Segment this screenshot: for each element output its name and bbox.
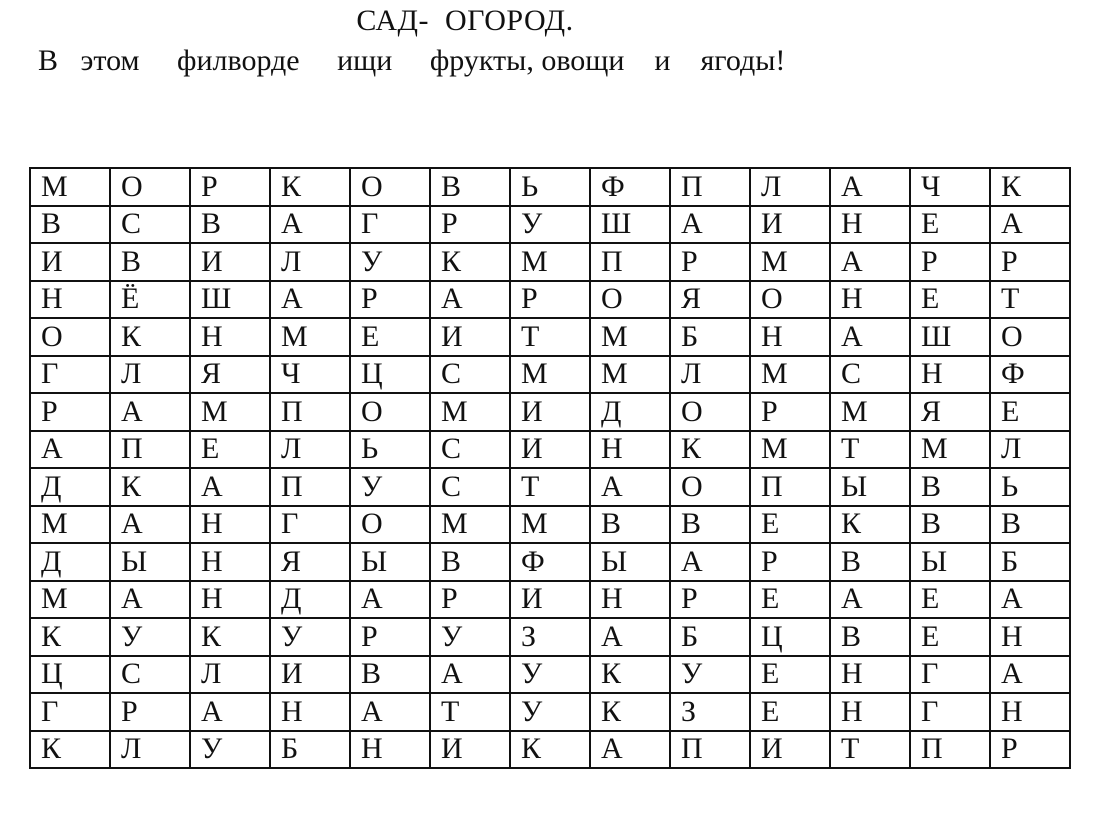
- grid-cell[interactable]: Н: [590, 581, 670, 619]
- grid-cell[interactable]: А: [430, 281, 510, 319]
- grid-cell[interactable]: Л: [670, 356, 750, 394]
- grid-cell[interactable]: А: [110, 581, 190, 619]
- grid-cell[interactable]: Ц: [750, 618, 830, 656]
- grid-cell[interactable]: М: [430, 393, 510, 431]
- grid-cell[interactable]: Р: [430, 581, 510, 619]
- grid-cell[interactable]: П: [910, 731, 990, 769]
- grid-cell[interactable]: П: [670, 731, 750, 769]
- grid-cell[interactable]: М: [30, 581, 110, 619]
- grid-cell[interactable]: У: [510, 206, 590, 244]
- grid-cell[interactable]: Н: [270, 693, 350, 731]
- page-title: САД- ОГОРОД.: [356, 4, 574, 37]
- grid-cell[interactable]: В: [590, 506, 670, 544]
- grid-cell[interactable]: А: [670, 543, 750, 581]
- grid-cell[interactable]: Р: [750, 543, 830, 581]
- grid-cell[interactable]: Е: [910, 206, 990, 244]
- grid-cell[interactable]: Е: [750, 581, 830, 619]
- grid-cell[interactable]: Ш: [190, 281, 270, 319]
- grid-cell[interactable]: К: [430, 243, 510, 281]
- grid-row: [30, 318, 1070, 356]
- grid-cell[interactable]: Н: [190, 318, 270, 356]
- grid-cell[interactable]: А: [830, 581, 910, 619]
- grid-cell[interactable]: С: [110, 206, 190, 244]
- grid-cell[interactable]: Ы: [350, 543, 430, 581]
- grid-cell[interactable]: А: [990, 206, 1070, 244]
- grid-cell[interactable]: К: [590, 693, 670, 731]
- grid-cell[interactable]: А: [190, 693, 270, 731]
- grid-cell[interactable]: С: [110, 656, 190, 694]
- grid-cell[interactable]: У: [350, 468, 430, 506]
- grid-cell[interactable]: И: [750, 206, 830, 244]
- grid-cell[interactable]: М: [30, 168, 110, 206]
- instructions-text: В этом филворде ищи фрукты, овощи и ягоды!: [38, 44, 786, 77]
- grid-cell[interactable]: Т: [510, 468, 590, 506]
- grid-cell[interactable]: Е: [750, 656, 830, 694]
- grid-cell[interactable]: П: [670, 168, 750, 206]
- grid-cell[interactable]: И: [510, 393, 590, 431]
- grid-cell[interactable]: И: [510, 581, 590, 619]
- grid-cell[interactable]: А: [350, 693, 430, 731]
- grid-cell[interactable]: Г: [350, 206, 430, 244]
- grid-cell[interactable]: Е: [750, 693, 830, 731]
- grid-cell[interactable]: Н: [990, 693, 1070, 731]
- grid-cell[interactable]: Г: [270, 506, 350, 544]
- grid-cell[interactable]: М: [510, 243, 590, 281]
- grid-cell[interactable]: П: [270, 393, 350, 431]
- grid-cell[interactable]: Н: [190, 543, 270, 581]
- grid-cell[interactable]: В: [30, 206, 110, 244]
- grid-cell[interactable]: Ч: [910, 168, 990, 206]
- grid-cell[interactable]: Л: [190, 656, 270, 694]
- grid-cell[interactable]: К: [670, 431, 750, 469]
- grid-cell[interactable]: Р: [750, 393, 830, 431]
- grid-cell[interactable]: А: [990, 581, 1070, 619]
- word-search-grid-body: [30, 168, 1070, 768]
- grid-cell[interactable]: А: [350, 581, 430, 619]
- grid-cell[interactable]: А: [830, 243, 910, 281]
- grid-cell[interactable]: А: [270, 281, 350, 319]
- grid-cell[interactable]: Е: [910, 581, 990, 619]
- grid-cell[interactable]: К: [110, 468, 190, 506]
- grid-cell[interactable]: А: [590, 618, 670, 656]
- grid-cell[interactable]: Г: [910, 693, 990, 731]
- grid-row: [30, 506, 1070, 544]
- grid-cell[interactable]: В: [830, 543, 910, 581]
- grid-cell[interactable]: А: [270, 206, 350, 244]
- grid-cell[interactable]: Р: [190, 168, 270, 206]
- grid-cell[interactable]: У: [510, 656, 590, 694]
- grid-cell[interactable]: Е: [910, 618, 990, 656]
- grid-cell[interactable]: Л: [750, 168, 830, 206]
- grid-cell[interactable]: К: [270, 168, 350, 206]
- grid-cell[interactable]: А: [430, 656, 510, 694]
- grid-cell[interactable]: Ш: [910, 318, 990, 356]
- grid-row: [30, 543, 1070, 581]
- grid-cell[interactable]: М: [430, 506, 510, 544]
- grid-cell[interactable]: Т: [990, 281, 1070, 319]
- grid-cell[interactable]: Т: [830, 731, 910, 769]
- grid-cell[interactable]: Н: [590, 431, 670, 469]
- grid-cell[interactable]: Н: [990, 618, 1070, 656]
- grid-cell[interactable]: Ц: [350, 356, 430, 394]
- grid-row: [30, 206, 1070, 244]
- grid-cell[interactable]: И: [270, 656, 350, 694]
- grid-cell[interactable]: А: [670, 206, 750, 244]
- grid-cell[interactable]: В: [830, 618, 910, 656]
- grid-cell[interactable]: Р: [110, 693, 190, 731]
- grid-cell[interactable]: Д: [270, 581, 350, 619]
- grid-cell[interactable]: С: [430, 431, 510, 469]
- grid-row: [30, 243, 1070, 281]
- grid-cell[interactable]: Ц: [30, 656, 110, 694]
- grid-cell[interactable]: У: [510, 693, 590, 731]
- grid-cell[interactable]: Р: [350, 618, 430, 656]
- grid-cell[interactable]: Р: [430, 206, 510, 244]
- grid-cell[interactable]: Б: [670, 318, 750, 356]
- grid-cell[interactable]: А: [110, 506, 190, 544]
- grid-cell[interactable]: Ф: [990, 356, 1070, 394]
- grid-row: [30, 656, 1070, 694]
- grid-cell[interactable]: В: [670, 506, 750, 544]
- grid-cell[interactable]: Е: [990, 393, 1070, 431]
- grid-cell[interactable]: К: [830, 506, 910, 544]
- grid-row: [30, 731, 1070, 769]
- grid-row: [30, 618, 1070, 656]
- grid-cell[interactable]: Я: [270, 543, 350, 581]
- grid-cell[interactable]: О: [750, 281, 830, 319]
- grid-cell[interactable]: Р: [350, 281, 430, 319]
- grid-cell[interactable]: К: [990, 168, 1070, 206]
- grid-cell[interactable]: М: [750, 243, 830, 281]
- grid-cell[interactable]: Н: [350, 731, 430, 769]
- grid-cell[interactable]: М: [590, 356, 670, 394]
- grid-cell[interactable]: Е: [910, 281, 990, 319]
- grid-cell[interactable]: В: [430, 543, 510, 581]
- grid-cell[interactable]: З: [670, 693, 750, 731]
- grid-cell[interactable]: К: [110, 318, 190, 356]
- grid-cell[interactable]: В: [110, 243, 190, 281]
- grid-cell[interactable]: У: [110, 618, 190, 656]
- grid-cell[interactable]: А: [190, 468, 270, 506]
- grid-cell[interactable]: Л: [110, 356, 190, 394]
- grid-cell[interactable]: М: [750, 431, 830, 469]
- grid-cell[interactable]: Е: [350, 318, 430, 356]
- grid-cell[interactable]: А: [830, 168, 910, 206]
- grid-cell[interactable]: С: [830, 356, 910, 394]
- grid-cell[interactable]: М: [910, 431, 990, 469]
- grid-cell[interactable]: И: [510, 431, 590, 469]
- grid-cell[interactable]: И: [430, 318, 510, 356]
- grid-row: [30, 581, 1070, 619]
- grid-cell[interactable]: О: [990, 318, 1070, 356]
- grid-cell[interactable]: Г: [30, 356, 110, 394]
- grid-cell[interactable]: В: [910, 506, 990, 544]
- grid-cell[interactable]: А: [110, 393, 190, 431]
- grid-cell[interactable]: Б: [270, 731, 350, 769]
- grid-cell[interactable]: С: [430, 468, 510, 506]
- grid-cell[interactable]: Я: [670, 281, 750, 319]
- grid-cell[interactable]: П: [750, 468, 830, 506]
- grid-cell[interactable]: М: [750, 356, 830, 394]
- grid-cell[interactable]: Н: [830, 693, 910, 731]
- grid-cell[interactable]: Ф: [590, 168, 670, 206]
- grid-cell[interactable]: О: [110, 168, 190, 206]
- grid-cell[interactable]: У: [430, 618, 510, 656]
- grid-cell[interactable]: Л: [270, 243, 350, 281]
- grid-row: [30, 356, 1070, 394]
- grid-cell[interactable]: Н: [190, 506, 270, 544]
- grid-row: [30, 468, 1070, 506]
- grid-cell[interactable]: М: [510, 356, 590, 394]
- grid-cell[interactable]: О: [350, 506, 430, 544]
- grid-cell[interactable]: М: [510, 506, 590, 544]
- grid-cell[interactable]: Н: [30, 281, 110, 319]
- grid-cell[interactable]: Ы: [110, 543, 190, 581]
- grid-cell[interactable]: А: [30, 431, 110, 469]
- grid-cell[interactable]: Е: [190, 431, 270, 469]
- grid-cell[interactable]: Р: [910, 243, 990, 281]
- grid-cell[interactable]: К: [30, 731, 110, 769]
- grid-cell[interactable]: И: [30, 243, 110, 281]
- grid-cell[interactable]: У: [270, 618, 350, 656]
- grid-cell[interactable]: У: [190, 731, 270, 769]
- grid-cell[interactable]: Л: [110, 731, 190, 769]
- grid-cell[interactable]: Д: [590, 393, 670, 431]
- grid-cell[interactable]: Ё: [110, 281, 190, 319]
- grid-row: [30, 693, 1070, 731]
- grid-cell[interactable]: Ы: [830, 468, 910, 506]
- grid-cell[interactable]: Е: [750, 506, 830, 544]
- grid-cell[interactable]: Л: [270, 431, 350, 469]
- grid-cell[interactable]: В: [990, 506, 1070, 544]
- grid-cell[interactable]: А: [590, 468, 670, 506]
- grid-cell[interactable]: С: [430, 356, 510, 394]
- grid-cell[interactable]: Я: [190, 356, 270, 394]
- grid-cell[interactable]: М: [30, 506, 110, 544]
- grid-cell[interactable]: К: [30, 618, 110, 656]
- grid-cell[interactable]: А: [590, 731, 670, 769]
- grid-cell[interactable]: Ь: [350, 431, 430, 469]
- grid-cell[interactable]: У: [350, 243, 430, 281]
- grid-cell[interactable]: Р: [30, 393, 110, 431]
- grid-cell[interactable]: П: [590, 243, 670, 281]
- grid-row: [30, 431, 1070, 469]
- grid-cell[interactable]: О: [670, 468, 750, 506]
- grid-cell[interactable]: Н: [830, 206, 910, 244]
- grid-cell[interactable]: К: [510, 731, 590, 769]
- grid-row: [30, 168, 1070, 206]
- grid-cell[interactable]: Ы: [910, 543, 990, 581]
- grid-cell[interactable]: В: [910, 468, 990, 506]
- grid-cell[interactable]: Р: [670, 243, 750, 281]
- grid-cell[interactable]: У: [670, 656, 750, 694]
- grid-cell[interactable]: И: [750, 731, 830, 769]
- grid-cell[interactable]: Я: [910, 393, 990, 431]
- word-search-grid: [29, 167, 1071, 769]
- grid-cell[interactable]: В: [190, 206, 270, 244]
- grid-cell[interactable]: Н: [910, 356, 990, 394]
- grid-cell[interactable]: И: [190, 243, 270, 281]
- grid-cell[interactable]: Ы: [590, 543, 670, 581]
- grid-cell[interactable]: Ь: [990, 468, 1070, 506]
- grid-cell[interactable]: В: [430, 168, 510, 206]
- grid-cell[interactable]: М: [590, 318, 670, 356]
- grid-cell[interactable]: О: [590, 281, 670, 319]
- grid-cell[interactable]: Н: [190, 581, 270, 619]
- grid-cell[interactable]: Ь: [510, 168, 590, 206]
- grid-cell[interactable]: М: [270, 318, 350, 356]
- grid-cell[interactable]: Г: [30, 693, 110, 731]
- grid-cell[interactable]: О: [670, 393, 750, 431]
- grid-cell[interactable]: Ш: [590, 206, 670, 244]
- grid-cell[interactable]: А: [990, 656, 1070, 694]
- grid-cell[interactable]: К: [190, 618, 270, 656]
- grid-cell[interactable]: Б: [670, 618, 750, 656]
- grid-cell[interactable]: Б: [990, 543, 1070, 581]
- grid-cell[interactable]: М: [830, 393, 910, 431]
- grid-cell[interactable]: Ч: [270, 356, 350, 394]
- grid-cell[interactable]: Р: [670, 581, 750, 619]
- grid-cell[interactable]: О: [350, 393, 430, 431]
- grid-cell[interactable]: Р: [510, 281, 590, 319]
- grid-cell[interactable]: О: [350, 168, 430, 206]
- grid-cell[interactable]: Т: [430, 693, 510, 731]
- grid-cell[interactable]: В: [350, 656, 430, 694]
- grid-cell[interactable]: М: [190, 393, 270, 431]
- grid-cell[interactable]: А: [830, 318, 910, 356]
- grid-cell[interactable]: И: [430, 731, 510, 769]
- grid-cell[interactable]: Ф: [510, 543, 590, 581]
- grid-row: [30, 281, 1070, 319]
- grid-cell[interactable]: Д: [30, 468, 110, 506]
- grid-cell[interactable]: Н: [750, 318, 830, 356]
- grid-cell[interactable]: Р: [990, 731, 1070, 769]
- grid-cell[interactable]: П: [110, 431, 190, 469]
- grid-cell[interactable]: Л: [990, 431, 1070, 469]
- grid-cell[interactable]: Н: [830, 281, 910, 319]
- grid-cell[interactable]: Р: [990, 243, 1070, 281]
- grid-cell[interactable]: П: [270, 468, 350, 506]
- grid-cell[interactable]: Д: [30, 543, 110, 581]
- grid-row: [30, 393, 1070, 431]
- grid-cell[interactable]: Т: [510, 318, 590, 356]
- grid-cell[interactable]: К: [590, 656, 670, 694]
- grid-cell[interactable]: О: [30, 318, 110, 356]
- grid-cell[interactable]: Т: [830, 431, 910, 469]
- grid-cell[interactable]: Г: [910, 656, 990, 694]
- grid-cell[interactable]: Н: [830, 656, 910, 694]
- grid-cell[interactable]: З: [510, 618, 590, 656]
